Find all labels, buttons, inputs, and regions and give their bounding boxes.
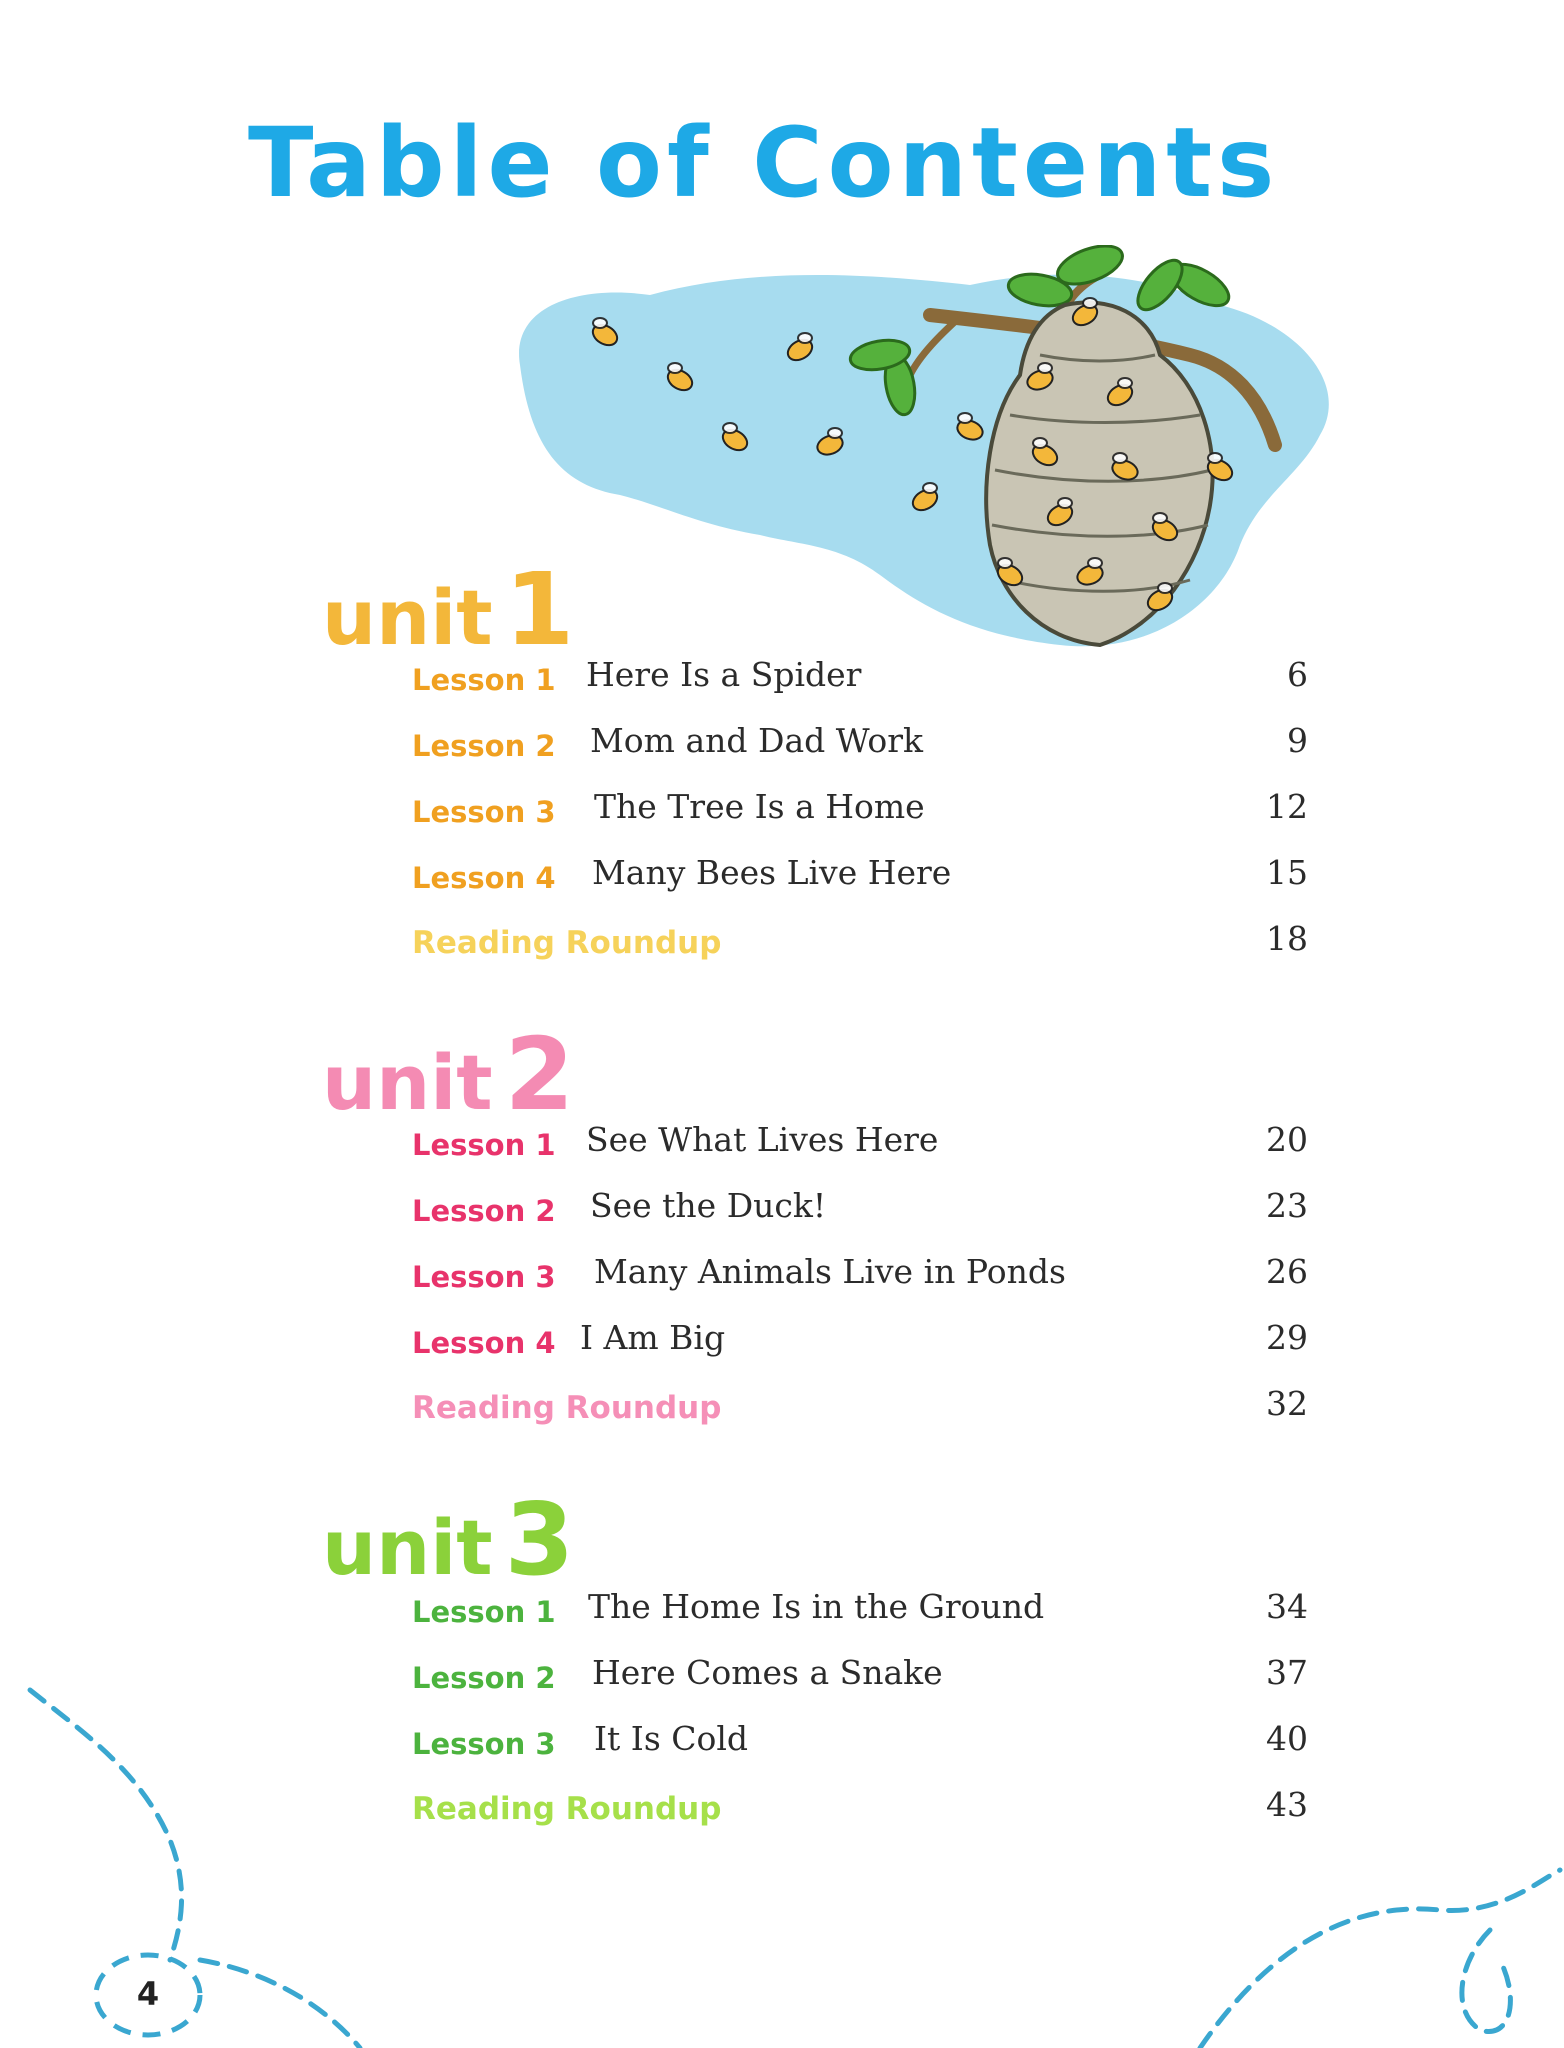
toc-entry[interactable]: [412, 1384, 1308, 1432]
toc-entry[interactable]: [412, 721, 1308, 769]
toc-entry[interactable]: [412, 919, 1308, 967]
lesson-label: Lesson 2: [412, 729, 556, 763]
reading-roundup-label: Reading Roundup: [412, 1390, 722, 1426]
unit-word: unit: [322, 573, 493, 662]
toc-entry[interactable]: [412, 1719, 1308, 1767]
lesson-label: Lesson 2: [412, 1661, 556, 1695]
lesson-label: Lesson 1: [412, 1128, 556, 1162]
unit-3-heading: [322, 1481, 575, 1598]
page-number: 40: [1266, 1719, 1308, 1758]
lesson-title: Mom and Dad Work: [590, 721, 924, 760]
unit-word: unit: [322, 1503, 493, 1592]
page-number: 23: [1266, 1186, 1308, 1225]
lesson-title: See the Duck!: [590, 1186, 827, 1225]
beehive-illustration: [500, 245, 1360, 665]
unit-2-heading: [322, 1016, 575, 1133]
page-number: 20: [1266, 1120, 1308, 1159]
lesson-title: Here Comes a Snake: [592, 1653, 943, 1692]
page-number: 43: [1266, 1785, 1308, 1824]
lesson-label: Lesson 1: [412, 1595, 556, 1629]
lesson-title: Many Animals Live in Ponds: [594, 1252, 1066, 1291]
unit-word: unit: [322, 1038, 493, 1127]
toc-entry[interactable]: [412, 1252, 1308, 1300]
page-number: 18: [1266, 919, 1308, 958]
lesson-label: Lesson 3: [412, 1260, 556, 1294]
lesson-label: Lesson 3: [412, 1727, 556, 1761]
unit-number: 1: [504, 551, 575, 668]
lesson-title: Here Is a Spider: [586, 655, 862, 694]
page-number: 37: [1266, 1653, 1308, 1692]
lesson-label: Lesson 2: [412, 1194, 556, 1228]
lesson-title: I Am Big: [580, 1318, 726, 1357]
toc-entry[interactable]: [412, 787, 1308, 835]
lesson-label: Lesson 1: [412, 663, 556, 697]
lesson-title: The Tree Is a Home: [594, 787, 925, 826]
toc-entry[interactable]: [412, 1120, 1308, 1168]
page-number: 6: [1287, 655, 1308, 694]
page-number: 12: [1266, 787, 1308, 826]
reading-roundup-label: Reading Roundup: [412, 1791, 722, 1827]
page-number: 26: [1266, 1252, 1308, 1291]
lesson-title: The Home Is in the Ground: [588, 1587, 1045, 1626]
toc-entry[interactable]: [412, 1653, 1308, 1701]
page-title: Table of Contents: [248, 107, 1280, 219]
page-number: 15: [1266, 853, 1308, 892]
page-number: 34: [1266, 1587, 1308, 1626]
toc-entry[interactable]: [412, 1318, 1308, 1366]
page-number: 29: [1266, 1318, 1308, 1357]
lesson-label: Lesson 4: [412, 861, 556, 895]
unit-number: 3: [504, 1481, 575, 1598]
page-number-footer: 4: [136, 1975, 160, 2013]
toc-entry[interactable]: [412, 853, 1308, 901]
toc-entry[interactable]: [412, 1587, 1308, 1635]
lesson-title: See What Lives Here: [586, 1120, 939, 1159]
lesson-title: It Is Cold: [594, 1719, 749, 1758]
toc-entry[interactable]: [412, 1785, 1308, 1833]
unit-number: 2: [504, 1016, 575, 1133]
lesson-label: Lesson 4: [412, 1326, 556, 1360]
page-number: 9: [1287, 721, 1308, 760]
unit-1-heading: [322, 551, 575, 668]
lesson-title: Many Bees Live Here: [592, 853, 952, 892]
toc-entry[interactable]: [412, 655, 1308, 703]
reading-roundup-label: Reading Roundup: [412, 925, 722, 961]
toc-entry[interactable]: [412, 1186, 1308, 1234]
lesson-label: Lesson 3: [412, 795, 556, 829]
page-number: 32: [1266, 1384, 1308, 1423]
